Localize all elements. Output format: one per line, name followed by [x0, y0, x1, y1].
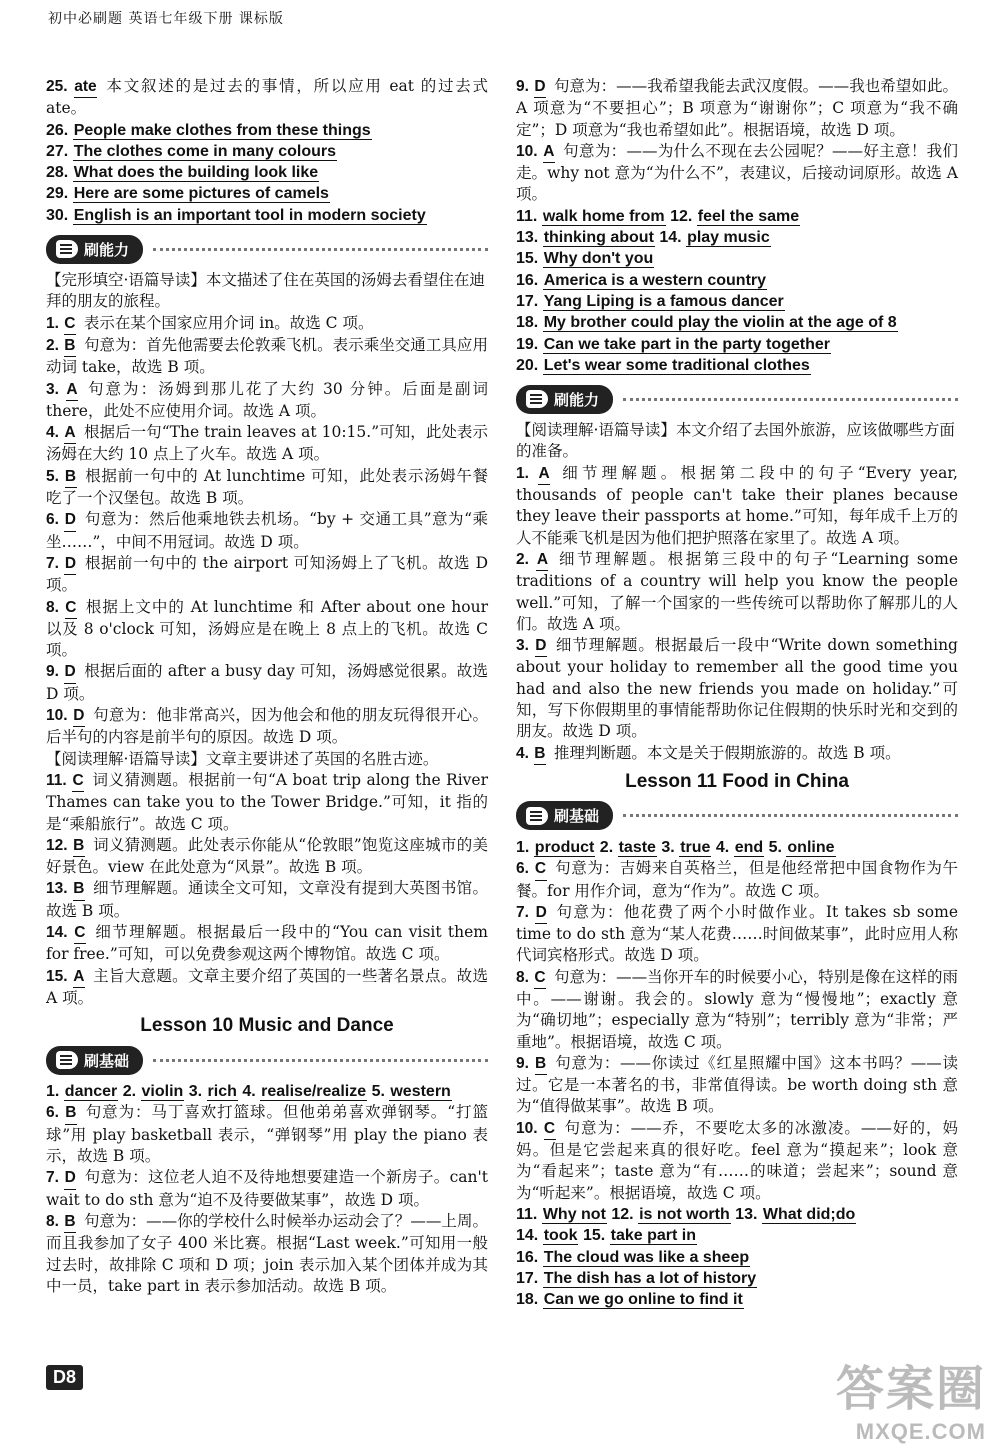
answer-text: My brother could play the violin at the age of 8: [543, 314, 897, 332]
dotted-divider: [623, 814, 958, 817]
question-number: 3.: [661, 838, 675, 856]
question-item: [516, 549, 958, 635]
answer-text: product: [534, 838, 595, 856]
question-number: 3.: [46, 380, 59, 398]
answer-text: Can we take part in the party together: [543, 335, 830, 353]
answer-choice: B: [73, 835, 85, 857]
section-heading: [516, 382, 958, 416]
question-item: [46, 966, 488, 1010]
question-number: 14.: [516, 1227, 539, 1245]
question-number: 8.: [46, 1212, 59, 1230]
question-number: 9.: [516, 78, 529, 95]
answer-text: true: [680, 838, 711, 856]
explanation-text: 句意为：马丁喜欢打篮球。但他弟弟喜欢弹钢琴。“打篮球”用 play basketball 表示，“弹钢琴”用 play the piano 表示，故选 B 项。: [46, 1103, 488, 1166]
answer-choice: ate: [74, 76, 96, 98]
answer-line-multi: [46, 1081, 488, 1102]
answer-text: Why don't you: [543, 250, 654, 268]
question-item: [516, 463, 958, 549]
question-number: 7.: [46, 1169, 59, 1187]
answer-text: rich: [207, 1083, 237, 1101]
question-number: 7.: [46, 554, 59, 572]
question-number: 5.: [768, 838, 782, 856]
question-number: 30.: [46, 206, 69, 224]
question-number: 17.: [516, 292, 539, 310]
question-number: 15.: [582, 1227, 606, 1245]
question-number: 2.: [46, 336, 59, 354]
answer-choice: B: [535, 1053, 547, 1075]
answer-line: [516, 270, 958, 291]
explanation-text: 句意为：首先他需要去伦敦乘飞机。表示乘坐交通工具应用动词 take，故选 B 项。: [46, 335, 488, 377]
answer-line-multi: [516, 837, 958, 858]
answer-text: English is an important tool in modern society: [73, 206, 426, 224]
question-number: 13.: [516, 229, 539, 247]
question-number: 4.: [242, 1083, 256, 1101]
explanation-text: 根据后面的 after a busy day 可知，汤姆感觉很累。故选 D 项。: [46, 662, 488, 703]
question-number: 1.: [46, 314, 59, 332]
question-item: [46, 1102, 488, 1167]
question-number: 18.: [516, 314, 539, 332]
answer-text: end: [734, 838, 764, 856]
dotted-divider: [153, 1059, 488, 1062]
question-item: [46, 835, 488, 879]
answer-choice: C: [544, 1118, 556, 1140]
answer-text: Why not: [542, 1205, 606, 1223]
answer-line: [516, 355, 958, 376]
answer-choice: D: [535, 635, 547, 657]
passage-intro: 【阅读理解·语篇导读】本文介绍了去国外旅游，应该做哪些方面的准备。: [516, 421, 955, 461]
question-item: [46, 335, 488, 379]
question-number: 9.: [46, 663, 59, 681]
watermark-line1: 答案圈: [835, 1363, 986, 1416]
question-number: 28.: [46, 164, 69, 182]
right-column: [516, 76, 958, 1310]
question-number: 13.: [46, 880, 68, 898]
hand-icon: [526, 390, 548, 408]
question-number: 2.: [122, 1083, 137, 1101]
question-number: 15.: [516, 250, 539, 268]
question-number: 16.: [516, 271, 539, 289]
lesson-title: Lesson 11 Food in China: [625, 770, 849, 792]
question-number: 12.: [611, 1205, 634, 1223]
answer-text: thinking about: [543, 229, 654, 247]
answer-text: walk home from: [542, 207, 665, 225]
answer-choice: A: [538, 463, 550, 485]
answer-choice: A: [66, 379, 78, 401]
dotted-divider: [153, 248, 488, 251]
explanation-text: 句意为：这位老人迫不及待地想要建造一个新房子。can't wait to do sth 意为“迫不及待要做某事”，故选 D 项。: [46, 1168, 488, 1209]
answer-text: dancer: [64, 1083, 118, 1101]
question-item: [516, 902, 958, 967]
hand-icon: [526, 807, 548, 825]
section-heading: [516, 799, 958, 833]
question-number: 9.: [516, 1054, 529, 1072]
answer-line: [46, 120, 488, 141]
explanation-text: 句意为：他非常高兴，因为他会和他的朋友玩得很开心。后半句的内容是前半句的原因。故选 D 项。: [46, 706, 488, 747]
answer-line-multi: [516, 227, 958, 248]
question-number: 11.: [516, 207, 538, 225]
answer-text: The cloud was like a sheep: [543, 1248, 750, 1266]
question-number: 17.: [516, 1269, 539, 1287]
answer-choice: B: [65, 466, 77, 488]
explanation-text: 根据后一句“The train leaves at 10:15.”可知，此处表示汤姆在大约 10 点上了火车。故选 A 项。: [46, 423, 488, 464]
answer-text: The clothes come in many colours: [73, 142, 336, 160]
answer-choice: D: [64, 509, 76, 531]
question-item: [46, 313, 488, 335]
answer-text: Yang Liping is a famous dancer: [543, 292, 784, 310]
question-number: 18.: [516, 1291, 539, 1309]
question-item: [46, 878, 488, 922]
hand-icon: [56, 1051, 78, 1069]
explanation-text: 词义猜测题。根据前一句“A boat trip along the River Thames can take you to the Tower Bridge.”可知，it 指的是“乘船旅行”。故选 C 项。: [46, 770, 489, 833]
section-badge: [46, 235, 143, 264]
explanation-text: 句意为：——你读过《红星照耀中国》这本书吗？——读过。它是一本著名的书，非常值得读。be worth doing sth 意为“值得做某事”。故选 B 项。: [516, 1053, 958, 1116]
question-number: 1.: [46, 1083, 60, 1101]
question-number: 12.: [670, 207, 693, 225]
explanation-text: 句意为：——为什么不现在去公园呢？——好主意！我们走。why not 意为“为什么不”，表建议，后接动词原形。故选 A 项。: [516, 141, 958, 204]
explanation-text: 句意为：汤姆到那儿花了大约 30 分钟。后面是副词 there，此处不应使用介词。故选 A 项。: [46, 379, 488, 420]
explanation-text: 句意为：——你的学校什么时候举办运动会了？——上周。而且我参加了女子 400 米比赛。根据“Last week.”可知用一般过去时，故排除 C 项和 D 项；join 表示加入某个团体并成为其中一员，take part in 表示参加活动。故选 B 项。: [46, 1211, 488, 1295]
answer-line-multi: [516, 206, 958, 227]
answer-line: [516, 334, 958, 355]
explanation-text: 根据上文中的 At lunchtime 和 After about one hour 以及 8 o'clock 可知，汤姆应是在晚上 8 点上的飞机。故选 C 项。: [46, 597, 488, 660]
question-item: [516, 635, 958, 742]
question-item: [516, 967, 958, 1053]
section-heading: [46, 1043, 488, 1077]
answer-line-multi: [516, 1225, 958, 1246]
question-number: 6.: [46, 511, 59, 529]
question-item: [516, 743, 958, 765]
passage-intro: 【完形填空·语篇导读】本文描述了住在英国的汤姆去看望住在迪拜的朋友的旅程。: [46, 271, 485, 311]
running-header: 初中必刷题 英语七年级下册 课标版: [48, 11, 284, 27]
section-label: 刷基础: [554, 807, 600, 826]
question-number: 1.: [516, 464, 529, 482]
left-column: [46, 76, 488, 1297]
question-item: [516, 76, 958, 141]
answer-line: [516, 1289, 958, 1310]
explanation-text: 句意为：——我希望我能去武汉度假。——我也希望如此。A 项意为“不要担心”；B 项意为“谢谢你”；C 项意为“我不确定”；D 项意为“我也希望如此”。根据语境，故选 D 项。: [516, 77, 958, 139]
question-number: 5.: [371, 1083, 385, 1101]
question-item: [516, 1053, 958, 1118]
answer-text: Let's wear some traditional clothes: [543, 356, 810, 374]
question-number: 26.: [46, 121, 69, 139]
answer-line-multi: [516, 1204, 958, 1225]
answer-text: What does the building look like: [73, 164, 319, 182]
question-number: 10.: [46, 707, 68, 725]
answer-choice: A: [73, 966, 85, 988]
answer-choice: D: [73, 705, 85, 727]
question-number: 4.: [46, 424, 59, 442]
question-number: 14.: [46, 923, 68, 941]
question-number: 15.: [46, 967, 68, 985]
explanation-text: 句意为：——当你开车的时候要小心，特别是像在这样的雨中。——谢谢。我会的。slowly 意为“慢慢地”；exactly 意为“确切地”；especially 意为“特别”；terribly 意为“非常；严重地”。根据语境，故选 C 项。: [516, 967, 958, 1051]
question-item: [46, 553, 488, 597]
question-number: 8.: [46, 598, 59, 616]
answer-choice: C: [535, 858, 547, 880]
answer-choice: B: [64, 1211, 76, 1233]
answer-line: [516, 291, 958, 312]
question-number: 7.: [516, 903, 529, 921]
question-number: 2.: [516, 550, 529, 568]
answer-text: realise/realize: [261, 1083, 367, 1101]
question-number: 14.: [659, 229, 682, 247]
watermark-line2: MXQE.COM: [855, 1419, 986, 1444]
question-item: [46, 1211, 488, 1297]
answer-text: Here are some pictures of camels: [73, 185, 329, 203]
question-number: 8.: [516, 968, 529, 986]
section-badge: [46, 1046, 143, 1075]
section-label: 刷基础: [84, 1051, 130, 1070]
question-item: [46, 922, 488, 966]
answer-choice: C: [534, 967, 546, 989]
question-number: 2.: [599, 838, 614, 856]
section-label: 刷能力: [554, 390, 600, 409]
answer-text: took: [543, 1227, 578, 1245]
answer-choice: D: [64, 553, 76, 575]
question-item: [46, 661, 488, 705]
question-item: [46, 597, 488, 662]
question-number: 10.: [516, 142, 538, 160]
explanation-text: 句意为：然后他乘地铁去机场。“by + 交通工具”意为“乘坐……”，中间不用冠词。故选 D 项。: [46, 510, 488, 551]
answer-line: [516, 1247, 958, 1268]
question-item: [516, 1118, 958, 1204]
answer-line: [46, 141, 488, 162]
answer-text: People make clothes from these things: [73, 121, 371, 139]
answer-choice: B: [534, 743, 546, 765]
passage-intro: 【阅读理解·语篇导读】文章主要讲述了英国的名胜古迹。: [46, 749, 439, 768]
question-number: 19.: [516, 335, 539, 353]
answer-choice: B: [64, 335, 76, 357]
answer-choice: C: [64, 313, 76, 335]
question-number: 29.: [46, 185, 69, 203]
answer-choice: A: [543, 141, 555, 163]
answer-text: What did;do: [762, 1205, 856, 1223]
question-item: [46, 422, 488, 466]
answer-choice: C: [74, 922, 86, 944]
answer-choice: D: [64, 1167, 76, 1189]
question-item: [46, 509, 488, 553]
hand-icon: [56, 240, 78, 258]
question-number: 6.: [516, 860, 529, 878]
explanation-text: 根据前一句中的 the airport 可知汤姆上了飞机。故选 D 项。: [46, 553, 488, 595]
question-number: 3.: [516, 637, 529, 655]
question-item: [46, 1167, 488, 1211]
explanation-text: 细节理解题。根据第三段中的句子“Learning some traditions of a country will help you know the people well.”可知，了解一个国家的一些传统可以帮助你了解那儿的人们。故选 A 项。: [516, 549, 958, 633]
question-number: 16.: [516, 1248, 539, 1266]
answer-line: [46, 162, 488, 183]
explanation-text: 细节理解题。根据最后一段中“Write down something about your holiday to remember all the good time you had and also the new friends you made on holiday.”可知，写下你假期里的事情能帮助你记住假期的快乐时光和交到的朋友。故选 D 项。: [516, 636, 958, 741]
question-number: 3.: [188, 1083, 203, 1101]
answer-choice: A: [536, 549, 548, 571]
answer-text: The dish has a lot of history: [543, 1269, 757, 1287]
watermark: [836, 1350, 986, 1445]
explanation-text: 细节理解题。通读全文可知，文章没有提到大英图书馆。故选 B 项。: [46, 879, 488, 920]
question-item: [516, 858, 958, 902]
question-item: [46, 770, 488, 835]
answer-line: [46, 183, 488, 204]
question-number: 25.: [46, 78, 68, 95]
explanation-text: 词义猜测题。此处表示你能从“伦敦眼”饱览这座城市的美好景色。view 在此处意为“风景”。故选 B 项。: [46, 835, 488, 877]
question-item: [46, 76, 488, 120]
answer-line: [46, 205, 488, 226]
section-label: 刷能力: [84, 240, 130, 259]
question-item: [46, 379, 488, 423]
answer-choice: A: [64, 422, 76, 444]
question-number: 27.: [46, 142, 69, 160]
section-badge: [516, 385, 613, 414]
answer-text: feel the same: [697, 207, 800, 225]
question-number: 6.: [46, 1104, 59, 1122]
answer-choice: D: [535, 902, 547, 924]
answer-choice: D: [534, 76, 546, 98]
explanation-text: 细节理解题。根据第二段中的句子“Every year, thousands of people can't take their planes because they leave their passports at home.”可知，每年成千上万的人不能乘飞机是因为他们把护照落在家里了。故选 A 项。: [516, 463, 958, 547]
question-number: 4.: [516, 744, 529, 762]
answer-text: western: [390, 1083, 451, 1101]
question-number: 20.: [516, 356, 539, 374]
explanation-text: 句意为：吉姆来自英格兰，但是他经常把中国食物作为午餐。for 用作介词，意为“作为”。故选 C 项。: [516, 859, 958, 900]
dotted-divider: [623, 398, 958, 401]
question-number: 13.: [735, 1205, 758, 1223]
answer-text: online: [787, 838, 835, 856]
explanation-text: 根据前一句中的 At lunchtime 可知，此处表示汤姆午餐吃了一个汉堡包。故选 B 项。: [46, 466, 488, 508]
answer-text: is not worth: [639, 1205, 730, 1223]
question-item: [516, 141, 958, 206]
answer-line: [516, 248, 958, 269]
question-number: 1.: [516, 838, 530, 856]
explanation-text: 本文叙述的是过去的事情，所以应用 eat 的过去式 ate。: [46, 77, 488, 118]
answer-text: Can we go online to find it: [543, 1291, 743, 1309]
answer-text: play music: [687, 229, 770, 247]
section-heading: [46, 232, 488, 266]
question-number: 10.: [516, 1119, 538, 1137]
answer-choice: D: [64, 661, 76, 683]
answer-choice: C: [65, 597, 77, 619]
explanation-text: 推理判断题。本文是关于假期旅游的。故选 B 项。: [553, 743, 901, 762]
answer-text: violin: [141, 1083, 184, 1101]
explanation-text: 细节理解题。根据最后一段中的“You can visit them for free.”可知，可以免费参观这两个博物馆。故选 C 项。: [46, 922, 488, 964]
explanation-text: 主旨大意题。文章主要介绍了英国的一些著名景点。故选 A 项。: [46, 966, 488, 1007]
explanation-text: 句意为：——乔，不要吃太多的冰激凌。——好的，妈妈。但是它尝起来真的很好吃。feel 意为“摸起来”；look 意为“看起来”；taste 意为“有……的味道；尝起来”；sound 意为“听起来”。根据语境，故选 C 项。: [516, 1118, 958, 1202]
answer-text: America is a western country: [543, 271, 767, 289]
question-number: 4.: [715, 838, 730, 856]
question-number: 11.: [516, 1205, 538, 1223]
lesson-title: Lesson 10 Music and Dance: [140, 1015, 394, 1037]
explanation-text: 表示在某个国家应用介词 in。故选 C 项。: [83, 313, 374, 332]
question-item: [46, 466, 488, 510]
question-number: 5.: [46, 467, 59, 485]
page-number: D8: [46, 1365, 83, 1390]
answer-text: take part in: [610, 1227, 696, 1245]
section-badge: [516, 801, 613, 830]
answer-choice: B: [73, 878, 85, 900]
answer-line: [516, 312, 958, 333]
answer-choice: B: [65, 1102, 77, 1124]
explanation-text: 句意为：他花费了两个小时做作业。It takes sb some time to do sth 意为“某人花费……时间做某事”，此时应用人称代词宾格形式。故选 D 项。: [516, 902, 958, 965]
question-item: [46, 705, 488, 749]
question-number: 12.: [46, 836, 68, 854]
answer-text: taste: [618, 838, 656, 856]
question-number: 11.: [46, 771, 67, 789]
answer-choice: C: [72, 770, 84, 792]
answer-line: [516, 1268, 958, 1289]
